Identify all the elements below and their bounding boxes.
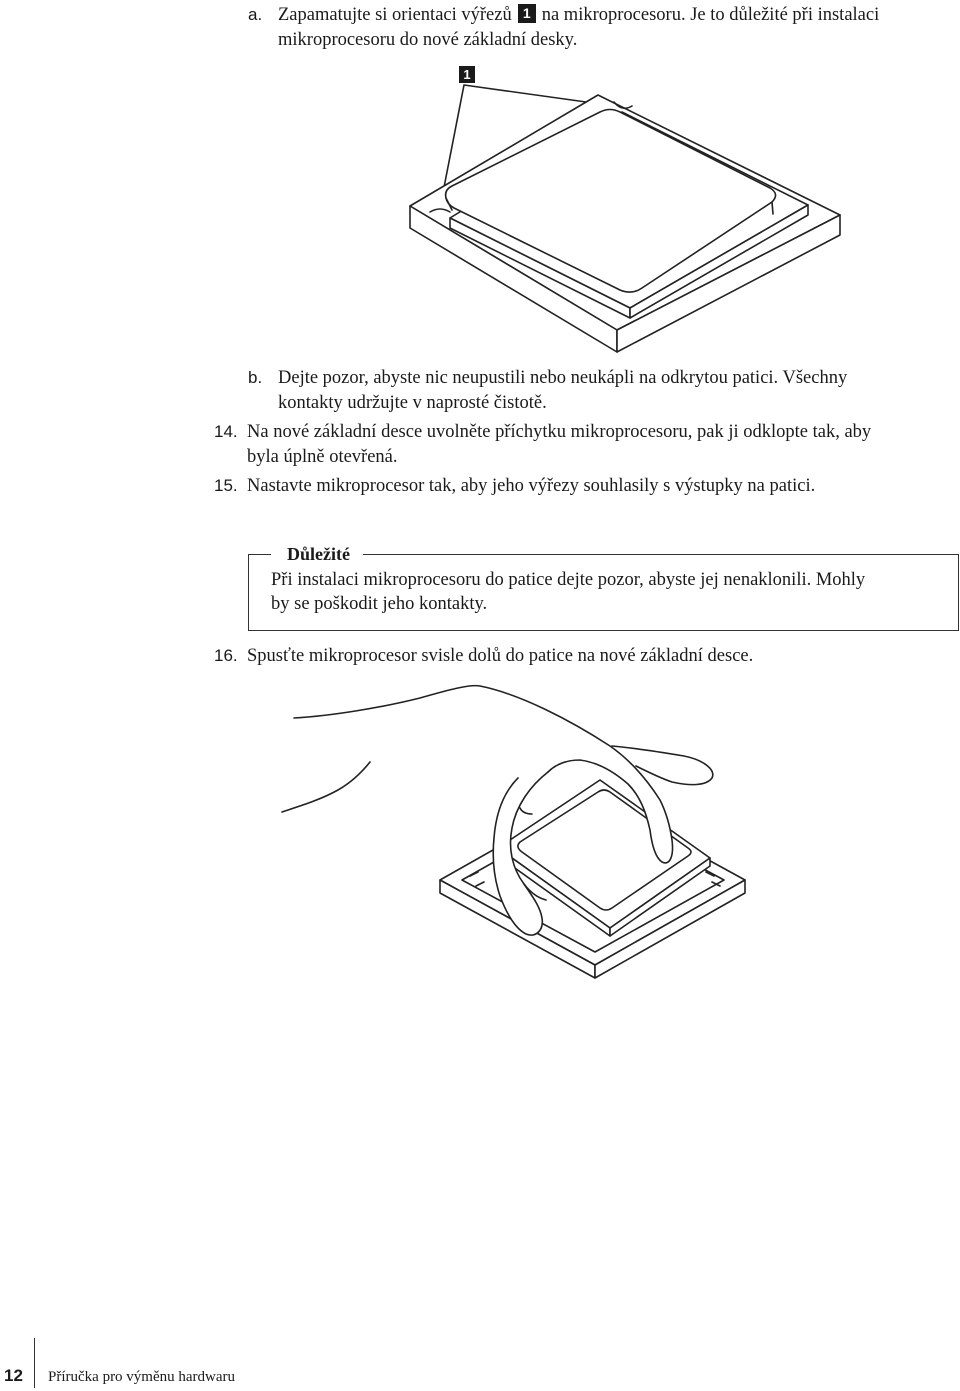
step-text-line: Nastavte mikroprocesor tak, aby jeho výřezy souhlasily s výstupky na patici. — [247, 476, 816, 496]
step-marker: 16. — [214, 646, 238, 665]
step-text-line: Spusťte mikroprocesor svisle dolů do patice na nové základní desce. — [247, 646, 754, 666]
step-text-line: mikroprocesoru do nové základní desky. — [278, 30, 578, 50]
notice-text-line: by se poškodit jeho kontakty. — [271, 594, 488, 614]
callout-1-icon: 1 — [518, 4, 536, 23]
step-text-line: kontakty udržujte v naprosté čistotě. — [278, 393, 547, 413]
step-marker: 14. — [214, 422, 238, 441]
step-marker: b. — [248, 368, 263, 387]
notice-title: Důležité — [283, 542, 354, 566]
document-title: Příručka pro výměnu hardwaru — [48, 1369, 236, 1385]
footer-divider — [34, 1338, 35, 1388]
step-text-line: Na nové základní desce uvolněte příchytku mikroprocesoru, pak ji odklopte tak, aby — [247, 422, 872, 442]
step-text: na mikroprocesoru. Je to důležité při instalaci — [541, 5, 880, 25]
step-text-line: byla úplně otevřená. — [247, 447, 398, 467]
step-marker: a. — [248, 5, 263, 24]
step-marker: 15. — [214, 476, 238, 495]
figure-callout-1: 1 — [459, 66, 475, 83]
page-number: 12 — [4, 1366, 23, 1385]
step-text-line: Dejte pozor, abyste nic neupustili nebo neukápli na odkrytou patici. Všechny — [278, 368, 848, 388]
notice-text-line: Při instalaci mikroprocesoru do patice dejte pozor, abyste jej nenaklonili. Mohly — [271, 570, 866, 590]
step-text: Zapamatujte si orientaci výřezů — [278, 5, 512, 25]
